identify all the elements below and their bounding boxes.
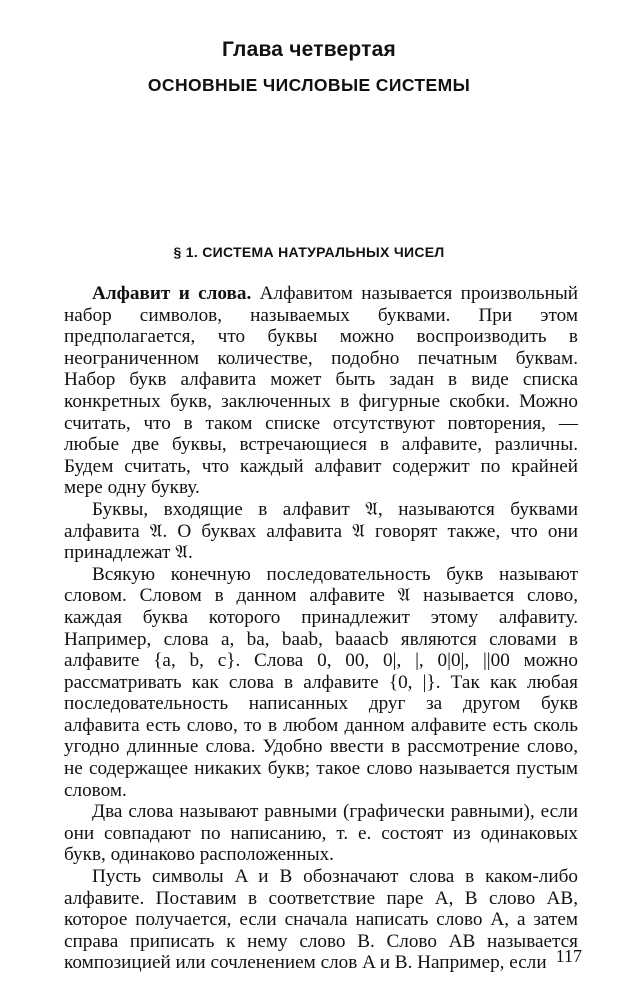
paragraph-4: Два слова называют равными (графически равными), если они совпадают по написанию, т. е. состоят из одинаковых букв, одинаково расположенных.	[64, 801, 578, 866]
paragraph-text: Алфавитом называется произвольный набор символов, называемых буквами. При этом предполагается, что буквы можно воспроизводить в неограниченном количестве, подобно печатным буквам. Набор букв алфавита может быть задан в виде списка конкретных букв, заключенных в фигурные скобки. Можно считать, что в таком списке отсутствуют повторения, — любые две буквы, встречающиеся в алфавите, различны. Будем считать, что каждый алфавит содержит по крайней мере одну букву.	[64, 283, 579, 499]
body-text	[64, 283, 578, 974]
page-number: 117	[555, 946, 582, 966]
section-heading: § 1. СИСТЕМА НАТУРАЛЬНЫХ ЧИСЕЛ	[173, 244, 445, 260]
paragraph-3: Всякую конечную последовательность букв называют словом. Словом в данном алфавите 𝔄 называется слово, каждая буква которого принадлежит этому алфавиту. Например, слова a, ba, baab, baaacb являются словами в алфавите {a, b, c}. Слова 0, 00, 0|, |, 0|0|, ||00 можно рассматривать как слова в алфавите {0, |}. Так как любая последовательность написанных друг за другом букв алфавита есть слово, то в любом данном алфавите есть сколь угодно длинные слова. Удобно ввести в рассмотрение слово, не содержащее никаких букв; такое слово называется пустым словом.	[64, 563, 578, 801]
paragraph-5: Пусть символы A и B обозначают слова в каком-либо алфавите. Поставим в соответствие паре A, B слово AB, которое получается, если сначала написать слово A, а затем справа приписать к нему слово B. Слово AB называется композицией или сочленением слов A и B. Например, если	[64, 866, 578, 974]
paragraph-2: Буквы, входящие в алфавит 𝔄, называются буквами алфавита 𝔄. О буквах алфавита 𝔄 говорят также, что они принадлежат 𝔄.	[64, 498, 578, 564]
paragraph-1	[64, 283, 578, 499]
paragraph-lead: Алфавит и слова.	[92, 283, 252, 304]
chapter-title: Глава четвертая	[222, 38, 396, 61]
chapter-subtitle: ОСНОВНЫЕ ЧИСЛОВЫЕ СИСТЕМЫ	[147, 75, 471, 95]
